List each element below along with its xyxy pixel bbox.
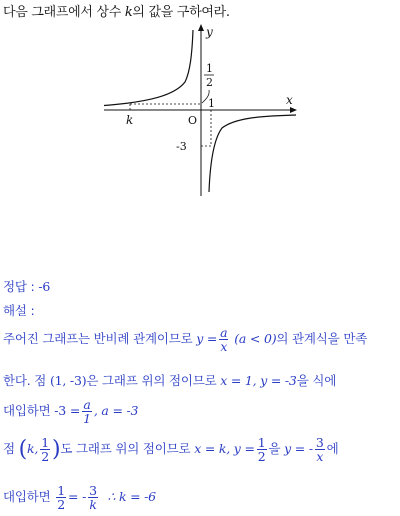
line5-frac-den: 2 <box>57 497 66 512</box>
line4-fraction <box>40 436 50 463</box>
x-axis-label: x <box>286 93 293 107</box>
problem-text-suffix: 의 값을 구하여라. <box>132 5 230 20</box>
half-numerator: 1 <box>206 62 213 75</box>
problem-statement <box>3 1 230 20</box>
line4-frac2-num: 1 <box>257 435 266 450</box>
line4-frac3-num: 3 <box>315 435 324 450</box>
line5-fraction2 <box>88 484 98 511</box>
line3-result: , a = -3 <box>93 403 139 418</box>
line5-frac2-num: 3 <box>89 483 97 498</box>
line1-text-a: 주어진 그래프는 반비례 관계이므로 <box>3 331 197 346</box>
line1-condition: (a < 0) <box>234 331 277 346</box>
line5-fraction <box>56 484 66 511</box>
answer-label: 정답 : <box>3 279 39 294</box>
x-axis-arrow <box>290 107 297 113</box>
k-tick-label: k <box>126 113 134 127</box>
line3-lhs: -3 = <box>54 403 81 418</box>
line2-point: (1, -3) <box>49 373 87 388</box>
line4-text-b: 도 그래프 위의 점이므로 <box>60 441 195 456</box>
line2-text-c: 을 식에 <box>296 373 337 388</box>
solution-line-5 <box>3 484 156 511</box>
line4-text-c: 을 <box>268 441 285 456</box>
line4-paren-open: ( <box>18 437 28 462</box>
line4-fraction3 <box>315 436 325 463</box>
origin-label: O <box>188 114 198 127</box>
line5-eq: = - <box>68 489 87 504</box>
solution-line-3 <box>3 398 138 425</box>
answer-value: -6 <box>38 279 51 294</box>
line4-text-a: 점 <box>3 441 19 456</box>
line1-eq: y = <box>196 331 218 346</box>
half-denominator: 2 <box>206 76 213 89</box>
line1-frac-num: a <box>220 325 228 340</box>
y-axis-arrow <box>198 24 204 31</box>
line4-frac3-den: x <box>316 449 324 464</box>
line1-text-b: 의 관계식을 만족 <box>276 331 368 346</box>
one-tick-label: 1 <box>208 97 215 110</box>
line4-paren-close: ) <box>51 437 61 462</box>
line4-eq1: x = k, y = <box>194 441 255 456</box>
problem-text-prefix: 다음 그래프에서 상수 <box>3 5 125 20</box>
line2-text-a: 한다. 점 <box>3 373 50 388</box>
line4-eq2: y = - <box>284 441 313 456</box>
solution-line-2 <box>3 371 336 389</box>
line5-frac2-den: k <box>89 497 97 512</box>
line5-frac-num: 1 <box>57 483 66 498</box>
line5-text-a: 대입하면 <box>3 489 55 504</box>
problem-variable: k <box>124 5 133 20</box>
line3-fraction <box>82 398 92 425</box>
line5-result: ∴ k = -6 <box>107 489 156 504</box>
line4-point-k: k, <box>27 441 39 456</box>
line3-text-a: 대입하면 <box>3 403 55 418</box>
solution-line-4 <box>3 436 339 463</box>
neg-three-label: -3 <box>176 140 187 153</box>
line4-frac2-den: 2 <box>257 449 266 464</box>
line1-fraction <box>219 326 228 353</box>
line2-text-b: 은 그래프 위의 점이므로 <box>86 373 221 388</box>
line4-frac-den: 2 <box>41 449 49 464</box>
explanation-label: 해설 : <box>3 303 35 318</box>
hyperbola-lower-branch <box>209 115 296 192</box>
y-axis-label: y <box>206 25 213 39</box>
line3-frac-den: 1 <box>83 411 91 426</box>
line4-fraction2 <box>257 436 267 463</box>
line4-text-d: 에 <box>326 441 339 456</box>
line1-frac-den: x <box>220 339 228 354</box>
hyperbola-graph <box>100 22 300 202</box>
answer-line <box>3 277 50 295</box>
line4-frac-num: 1 <box>41 435 49 450</box>
hyperbola-upper-branch <box>104 30 193 106</box>
line3-frac-num: a <box>83 397 91 412</box>
solution-line-1 <box>3 326 367 353</box>
line2-eq: x = 1, y = -3 <box>220 373 297 388</box>
